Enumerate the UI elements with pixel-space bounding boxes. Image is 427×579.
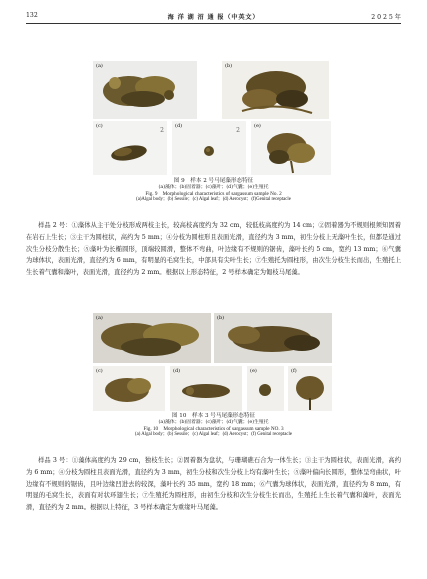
- fig9-panel-a-photo: [93, 61, 197, 119]
- figure-10-caption: [26, 413, 401, 438]
- paragraph-sample-3: 样品 3 号：①藻体高度约为 29 cm，独枝生长；②固着器为盘状，与珊瑚礁石合为一体生长；③主干为圆柱状，表面光滑，高约为 6 mm；④分枝为圆柱且表面光滑，直径约为 3 mm，初生分枝和次生分枝上均有藻叶生长；⑤藻叶偏向长圆形，整体呈弯曲状，叶边缘有不规则的锯齿，且叶边缘凹进去的较深，藻叶长约 35 mm，宽约 18 mm；⑥气囊为球体状，表面光滑，直径约为 8 mm，有明显的毛窝生长，表面有对状环翅生长；⑦生殖托为圆柱形，由初生分枝和次生分枝生长而出，生殖托上生长着气囊和藻叶，表面光滑，直径约为 2 mm。根据以上特征，3 号样本确定为重缘叶马尾藻。: [26, 457, 401, 512]
- fig9-panel-b-photo: [222, 61, 329, 119]
- fig9-caption-cn: 图 9 样本 2 号马尾藻形态特征: [173, 178, 254, 184]
- fig10-panel-a-photo: [93, 313, 211, 363]
- fig10-subcaption-en: (a) Algal body；(b) Sessile；(c) Algal leaf；(d) Aerocyst；(f) Genital receptacle: [135, 432, 292, 438]
- fig9-panel-a-label: (a): [96, 63, 103, 69]
- fig10-panel-c-label: (c): [96, 368, 103, 374]
- fig10-panel-c-photo: [93, 366, 165, 411]
- fig9-subcaption-cn: (a)藻体；(b)固着器；(c)藻叶；(d)气囊；(e)生殖托: [158, 184, 269, 190]
- fig10-caption-en: Fig. 10 Morphological characteristics of sargassum sample NO. 3: [143, 425, 284, 432]
- page-header: [26, 12, 401, 22]
- fig10-panel-e-photo: [247, 366, 284, 411]
- paragraph-sample-2: 样品 2 号：①藻体从主干处分枝形成两枝主长，较高枝高度约为 32 cm，较低枝高度约为 14 cm；②固着器为不规则根须知固着在岩石上生长；③主干为圆柱状，高约为 5 mm；④分枝为圆柱形且表面光滑，直径约为 3 mm，初生分枝上无藻叶生长，但都是通过次生分枝分散生长；⑤藻叶为长椭圆形，顶端较圆滑，整体不弯曲，叶边缘有不规则的锯齿，藻叶长约 5 cm，宽约 13 mm；⑥气囊为球体状，表面光滑，直径约为 6 mm，有明显的毛窝生长，中部具有尖叶生长；⑦生殖托为圆柱形，由次生分枝生长而出，生殖托上生长着气囊和藻叶，表面光滑，直径约为 2 mm。根据以上形态特征，2 号样本确定为匍枝马尾藻。: [26, 222, 401, 277]
- fig9-panel-d-photo: [172, 121, 246, 175]
- fig9-subcaption-en: (a)Algal body；(b) Sessile；(c) Algal leaf；(d) Aerocyst；(f)Genital receptacle: [136, 197, 291, 203]
- fig10-panel-e-label: (e): [250, 368, 257, 374]
- journal-title: 海 洋 湖 沼 通 报（中英文）: [167, 14, 260, 21]
- fig10-subcaption-cn: (a)藻体；(b)固着器；(c)藻叶；(d)气囊；(e)生殖托: [158, 419, 269, 425]
- header-rule: [26, 23, 401, 24]
- fig10-panel-f-label: (f): [291, 368, 297, 374]
- figure-9-caption: [26, 178, 401, 203]
- fig9-panel-e-photo: [251, 121, 331, 175]
- fig10-panel-f-photo: [288, 366, 332, 411]
- fig10-panel-a-label: (a): [96, 315, 103, 321]
- fig10-panel-d-label: (d): [173, 368, 181, 374]
- page-number: 132: [26, 12, 38, 19]
- fig10-caption-cn: 图 10 样本 3 号马尾藻形态特征: [171, 413, 256, 419]
- fig9-panel-c-number: 2: [160, 127, 164, 134]
- fig9-panel-d-number: 2: [236, 127, 240, 134]
- fig10-panel-b-label: (b): [217, 315, 225, 321]
- fig10-panel-d-photo: [170, 366, 242, 411]
- fig9-panel-e-label: (e): [254, 123, 261, 129]
- fig9-panel-d-label: (d): [175, 123, 183, 129]
- publication-year: 2 0 2 5 年: [371, 14, 401, 21]
- fig9-panel-c-photo: [93, 121, 167, 175]
- fig9-panel-c-label: (c): [96, 123, 103, 129]
- fig10-panel-b-photo: [214, 313, 332, 363]
- fig9-caption-en: Fig. 9 Morphological characteristics of sargassum sample No. 2: [145, 190, 282, 197]
- fig9-panel-b-label: (b): [225, 63, 233, 69]
